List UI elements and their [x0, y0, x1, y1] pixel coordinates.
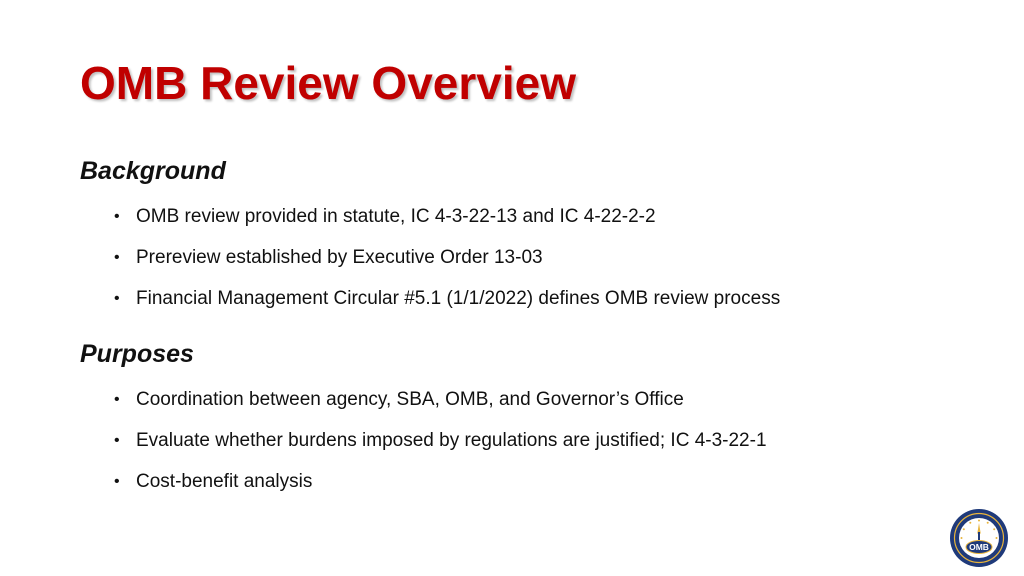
- bullet-marker: •: [114, 249, 120, 266]
- bullet-item: [114, 203, 974, 244]
- bullet-item: [114, 427, 974, 468]
- bullet-marker: •: [114, 208, 120, 225]
- omb-seal-logo-icon: [949, 508, 1009, 568]
- section-heading-background: Background: [80, 157, 226, 185]
- bullet-item: [114, 244, 974, 285]
- bullet-text: Evaluate whether burdens imposed by regulations are justified; IC 4-3-22-1: [136, 430, 767, 451]
- bullet-list-background: [114, 203, 974, 326]
- slide-title: OMB Review Overview: [80, 57, 576, 109]
- section-heading-purposes: Purposes: [80, 340, 194, 368]
- bullet-text: Financial Management Circular #5.1 (1/1/2022) defines OMB review process: [136, 288, 781, 309]
- bullet-item: [114, 386, 974, 427]
- seal-center-text: OMB: [969, 542, 989, 552]
- bullet-list-purposes: [114, 386, 974, 509]
- seal-torch-handle: [978, 532, 980, 540]
- bullet-text: Cost-benefit analysis: [136, 471, 313, 492]
- bullet-text: OMB review provided in statute, IC 4-3-22-13 and IC 4-22-2-2: [136, 206, 656, 227]
- bullet-text: Prereview established by Executive Order 13-03: [136, 247, 543, 268]
- bullet-text: Coordination between agency, SBA, OMB, and Governor’s Office: [136, 389, 684, 410]
- bullet-marker: •: [114, 290, 120, 307]
- bullet-item: [114, 468, 974, 509]
- bullet-marker: •: [114, 473, 120, 490]
- bullet-marker: •: [114, 432, 120, 449]
- bullet-item: [114, 285, 974, 326]
- bullet-marker: •: [114, 391, 120, 408]
